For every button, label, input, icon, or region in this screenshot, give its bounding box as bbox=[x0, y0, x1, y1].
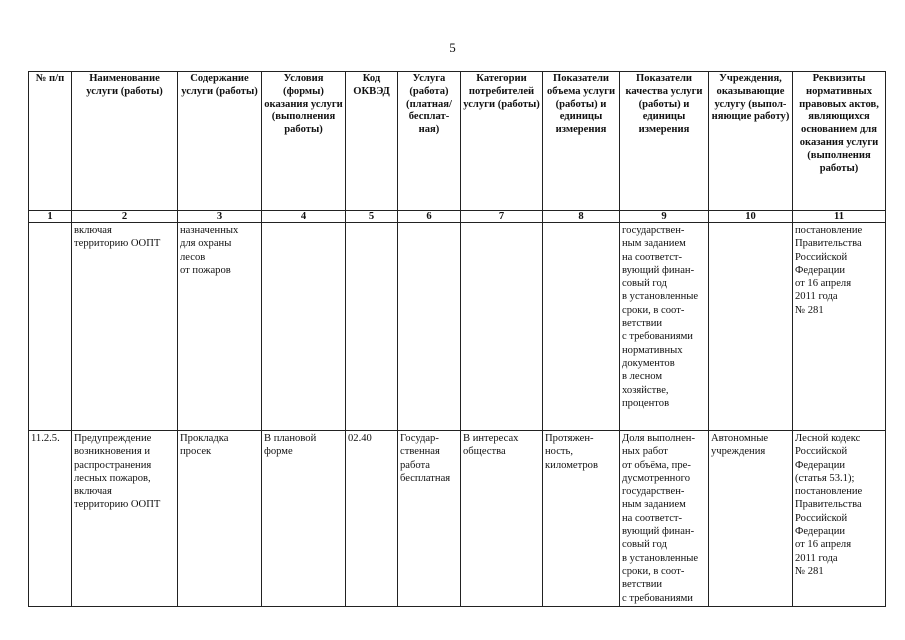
table-cell: 11.2.5. bbox=[29, 431, 72, 607]
table-cell bbox=[262, 223, 346, 431]
table-cell: Прокладка просек bbox=[178, 431, 262, 607]
table-cell: Лесной кодекс Российской Федерации (статья 53.1); постановление Правительства Российской Федерации от 16 апреля 2011 года № 281 bbox=[793, 431, 886, 607]
header-cell-service-content: Содержание услуги (работы) bbox=[178, 72, 262, 211]
header-cell-volume-indicators: Показатели объема услуги (работы) и единицы измерения bbox=[543, 72, 620, 211]
table-row-11-2-5 bbox=[29, 431, 886, 607]
header-cell-service-name: Наименование услуги (работы) bbox=[72, 72, 178, 211]
header-cell-paid-free: Услуга (работа) (платная/ бесплат- ная) bbox=[398, 72, 461, 211]
column-number: 9 bbox=[620, 211, 709, 223]
table-cell bbox=[398, 223, 461, 431]
table-cell: назначенных для охраны лесов от пожаров bbox=[178, 223, 262, 431]
column-number: 3 bbox=[178, 211, 262, 223]
table-cell: Доля выполнен- ных работ от объёма, пре- дусмотренного государствен- ным заданием на соответст- вующий финан- совый год в установленные сроки, в соот- ветствии с требованиями bbox=[620, 431, 709, 607]
page-number: 5 bbox=[449, 40, 456, 55]
header-cell-number: № п/п bbox=[29, 72, 72, 211]
header-cell-okved: Код ОКВЭД bbox=[346, 72, 398, 211]
column-number: 2 bbox=[72, 211, 178, 223]
column-number: 6 bbox=[398, 211, 461, 223]
table-cell bbox=[543, 223, 620, 431]
table-cell: Автономные учреждения bbox=[709, 431, 793, 607]
table-cell: государствен- ным заданием на соответст- вующий финан- совый год в установленные сроки, в соот- ветствии с требованиями нормативных документов в лесном хозяйстве, процентов bbox=[620, 223, 709, 431]
table-cell: включая территорию ООПТ bbox=[72, 223, 178, 431]
services-table bbox=[28, 71, 886, 607]
table-cell: Протяжен- ность, километров bbox=[543, 431, 620, 607]
table-cell bbox=[29, 223, 72, 431]
header-cell-legal-acts: Реквизиты нормативных правовых актов, являющихся основанием для оказания услуги (выполнения работы) bbox=[793, 72, 886, 211]
column-number: 11 bbox=[793, 211, 886, 223]
column-number: 5 bbox=[346, 211, 398, 223]
header-cell-quality-indicators: Показатели качества услуги (работы) и единицы измерения bbox=[620, 72, 709, 211]
header-row bbox=[29, 72, 886, 211]
header-cell-institutions: Учреждения, оказывающие услугу (выпол- няющие работу) bbox=[709, 72, 793, 211]
table-row-continuation bbox=[29, 223, 886, 431]
column-number-row bbox=[29, 211, 886, 223]
header-cell-conditions: Условия (формы) оказания услуги (выполнения работы) bbox=[262, 72, 346, 211]
table-cell: Предупреждение возникновения и распространения лесных пожаров, включая территорию ООПТ bbox=[72, 431, 178, 607]
table-cell: Государ- ственная работа бесплатная bbox=[398, 431, 461, 607]
header-cell-consumers: Категории потребителей услуги (работы) bbox=[461, 72, 543, 211]
table-cell: В интересах общества bbox=[461, 431, 543, 607]
table-cell: В плановой форме bbox=[262, 431, 346, 607]
table-cell: 02.40 bbox=[346, 431, 398, 607]
table-cell: постановление Правительства Российской Федерации от 16 апреля 2011 года № 281 bbox=[793, 223, 886, 431]
table-cell bbox=[346, 223, 398, 431]
table-cell bbox=[709, 223, 793, 431]
column-number: 8 bbox=[543, 211, 620, 223]
column-number: 4 bbox=[262, 211, 346, 223]
column-number: 7 bbox=[461, 211, 543, 223]
column-number: 10 bbox=[709, 211, 793, 223]
column-number: 1 bbox=[29, 211, 72, 223]
table-cell bbox=[461, 223, 543, 431]
